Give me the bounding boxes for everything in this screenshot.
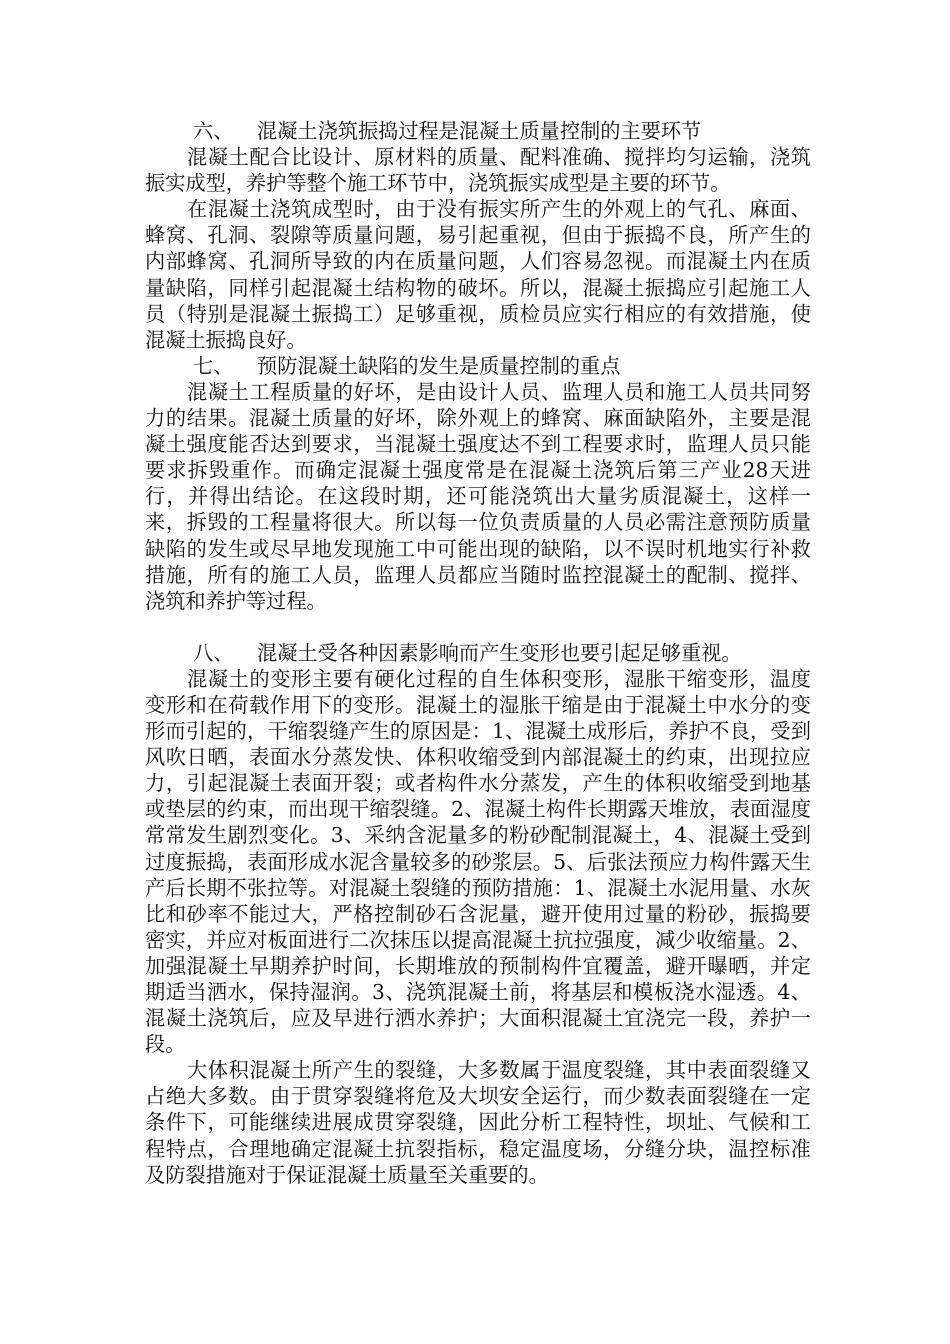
section-heading-8 [145, 640, 811, 666]
paragraph: 混凝土配合比设计、原材料的质量、配料准确、搅拌均匀运输，浇筑振实成型，养护等整个施工环节中，浇筑振实成型是主要的环节。 [145, 145, 811, 196]
section-number: 六、 [193, 119, 234, 143]
section-title: 混凝土浇筑振捣过程是混凝土质量控制的主要环节 [257, 119, 702, 143]
paragraph: 混凝土的变形主要有硬化过程的自生体积变形，湿胀干缩变形，温度变形和在荷载作用下的变形。混凝土的湿胀干缩是由于混凝土中水分的变形而引起的，干缩裂缝产生的原因是：1、混凝土成形后，养护不良，受到风吹日晒，表面水分蒸发快、体积收缩受到内部混凝土的约束，出现拉应力，引起混凝土表面开裂；或者构件水分蒸发，产生的体积收缩受到地基或垫层的约束，而出现干缩裂缝。2、混凝土构件长期露天堆放，表面湿度常常发生剧烈变化。3、采纳含泥量多的粉砂配制混凝土，4、混凝土受到过度振捣，表面形成水泥含量较多的砂浆层。5、后张法预应力构件露天生产后长期不张拉等。对混凝土裂缝的预防措施：1、混凝土水泥用量、水灰比和砂率不能过大，严格控制砂石含泥量，避开使用过量的粉砂，振捣要密实，并应对板面进行二次抹压以提高混凝土抗拉强度，减少收缩量。2、加强混凝土早期养护时间，长期堆放的预制构件宜覆盖，避开曝晒，并定期适当洒水，保持湿润。3、浇筑混凝土前，将基层和模板浇水湿透。4、混凝土浇筑后，应及早进行洒水养护；大面积混凝土宜浇完一段，养护一段。 [145, 666, 811, 1057]
section-title: 混凝土受各种因素影响而产生变形也要引起足够重视。 [257, 640, 742, 665]
paragraph: 混凝土工程质量的好坏，是由设计人员、监理人员和施工人员共同努力的结果。混凝土质量的好坏，除外观上的蜂窝、麻面缺陷外，主要是混凝土强度能否达到要求，当混凝土强度达不到工程要求时，监理人员只能要求拆毁重作。而确定混凝土强度常是在混凝土浇筑后第三产业28天进行，并得出结论。在这段时期，还可能浇筑出大量劣质混凝土，这样一来，拆毁的工程量将很大。所以每一位负责质量的人员必需注意预防质量缺陷的发生或尽早地发现施工中可能出现的缺陷，以不误时机地实行补救措施，所有的施工人员，监理人员都应当随时监控混凝土的配制、搅拌、浇筑和养护等过程。 [145, 379, 811, 613]
section-number: 七、 [193, 353, 234, 378]
blank-line [145, 614, 811, 640]
paragraph: 在混凝土浇筑成型时，由于没有振实所产生的外观上的气孔、麻面、蜂窝、孔洞、裂隙等质量问题，易引起重视，但由于振捣不良，所产生的内部蜂窝、孔洞所导致的内在质量问题，人们容易忽视。而混凝土内在质量缺陷，同样引起混凝土结构物的破坏。所以，混凝土振捣应引起施工人员（特别是混凝土振捣工）足够重视，质检员应实行相应的有效措施，使混凝土振捣良好。 [145, 197, 811, 352]
section-heading-7 [145, 353, 811, 379]
section-heading-6 [145, 118, 811, 144]
section-title: 预防混凝土缺陷的发生是质量控制的重点 [257, 353, 621, 378]
section-number: 八、 [193, 640, 234, 665]
paragraph: 大体积混凝土所产生的裂缝，大多数属于温度裂缝，其中表面裂缝又占绝大多数。由于贯穿裂缝将危及大坝安全运行，而少数表面裂缝在一定条件下，可能继续进展成贯穿裂缝，因此分析工程特性，坝址、气候和工程特点，合理地确定混凝土抗裂指标，稳定温度场，分缝分块，温控标准及防裂措施对于保证混凝土质量至关重要的。 [145, 1058, 811, 1187]
document-page [145, 118, 811, 1188]
